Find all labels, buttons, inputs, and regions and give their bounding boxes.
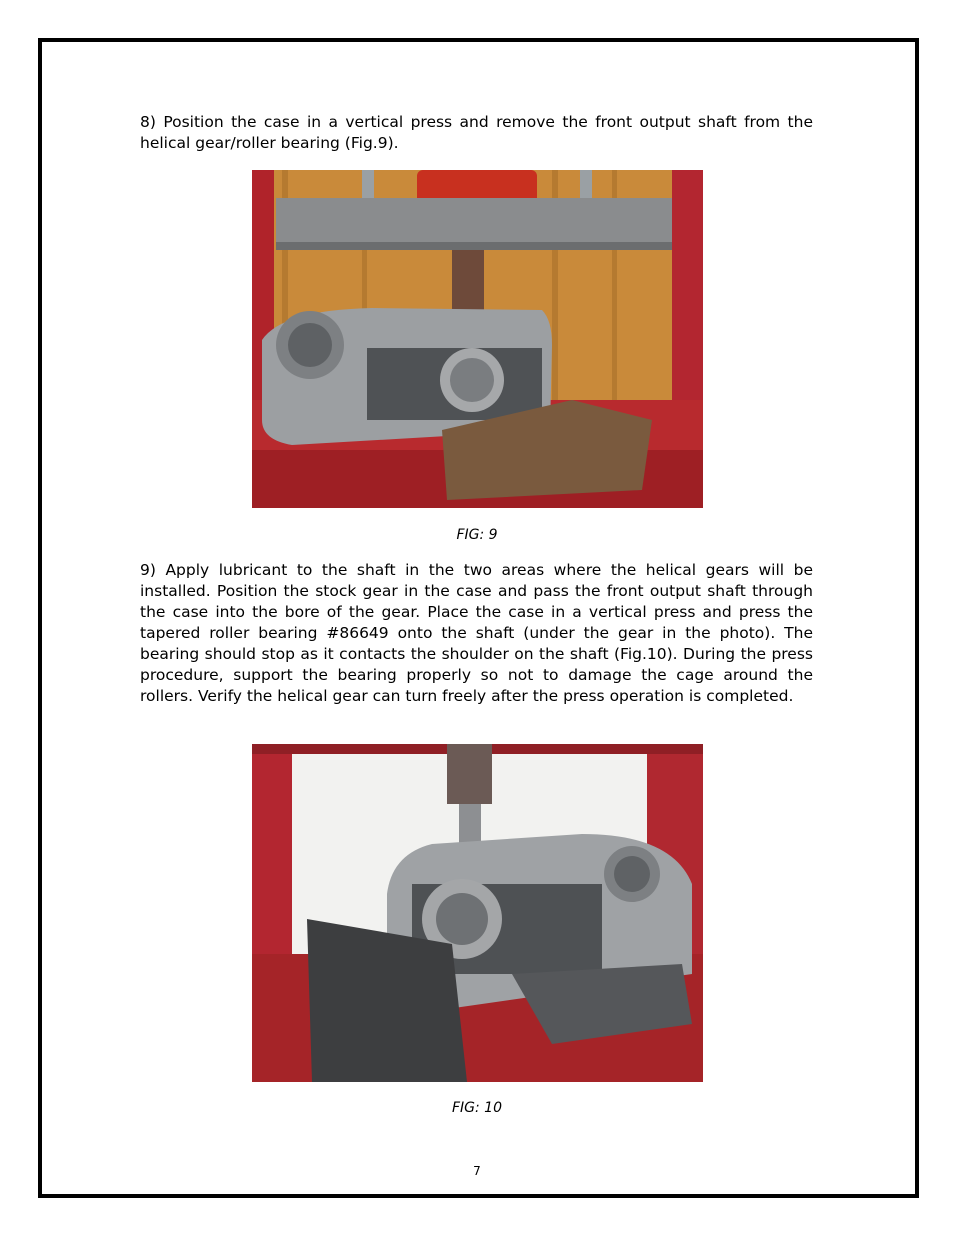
page-number: 7: [473, 1164, 481, 1178]
figure-9-caption: FIG: 9: [456, 527, 498, 543]
step-8-paragraph: 8) Position the case in a vertical press and remove the front output shaft from the helical gear/roller bearing (Fig.9).: [140, 113, 813, 152]
figure-10-photo: [252, 744, 703, 1082]
figure-10-caption: FIG: 10: [451, 1100, 502, 1116]
figure-9-photo: [252, 170, 703, 508]
step-9-paragraph: 9) Apply lubricant to the shaft in the two areas where the helical gears will be installed. Position the stock gear in the case and pass the front output shaft through the case into the bore of the gear. Place the case in a vertical press and press the tapered roller bearing #86649 onto the shaft (under the gear in the photo). The bearing should stop as it contacts the shoulder on the shaft (Fig.10). During the press procedure, support the bearing properly so not to damage the cage around the rollers. Verify the helical gear can turn freely after the press operation is completed.: [140, 561, 813, 705]
